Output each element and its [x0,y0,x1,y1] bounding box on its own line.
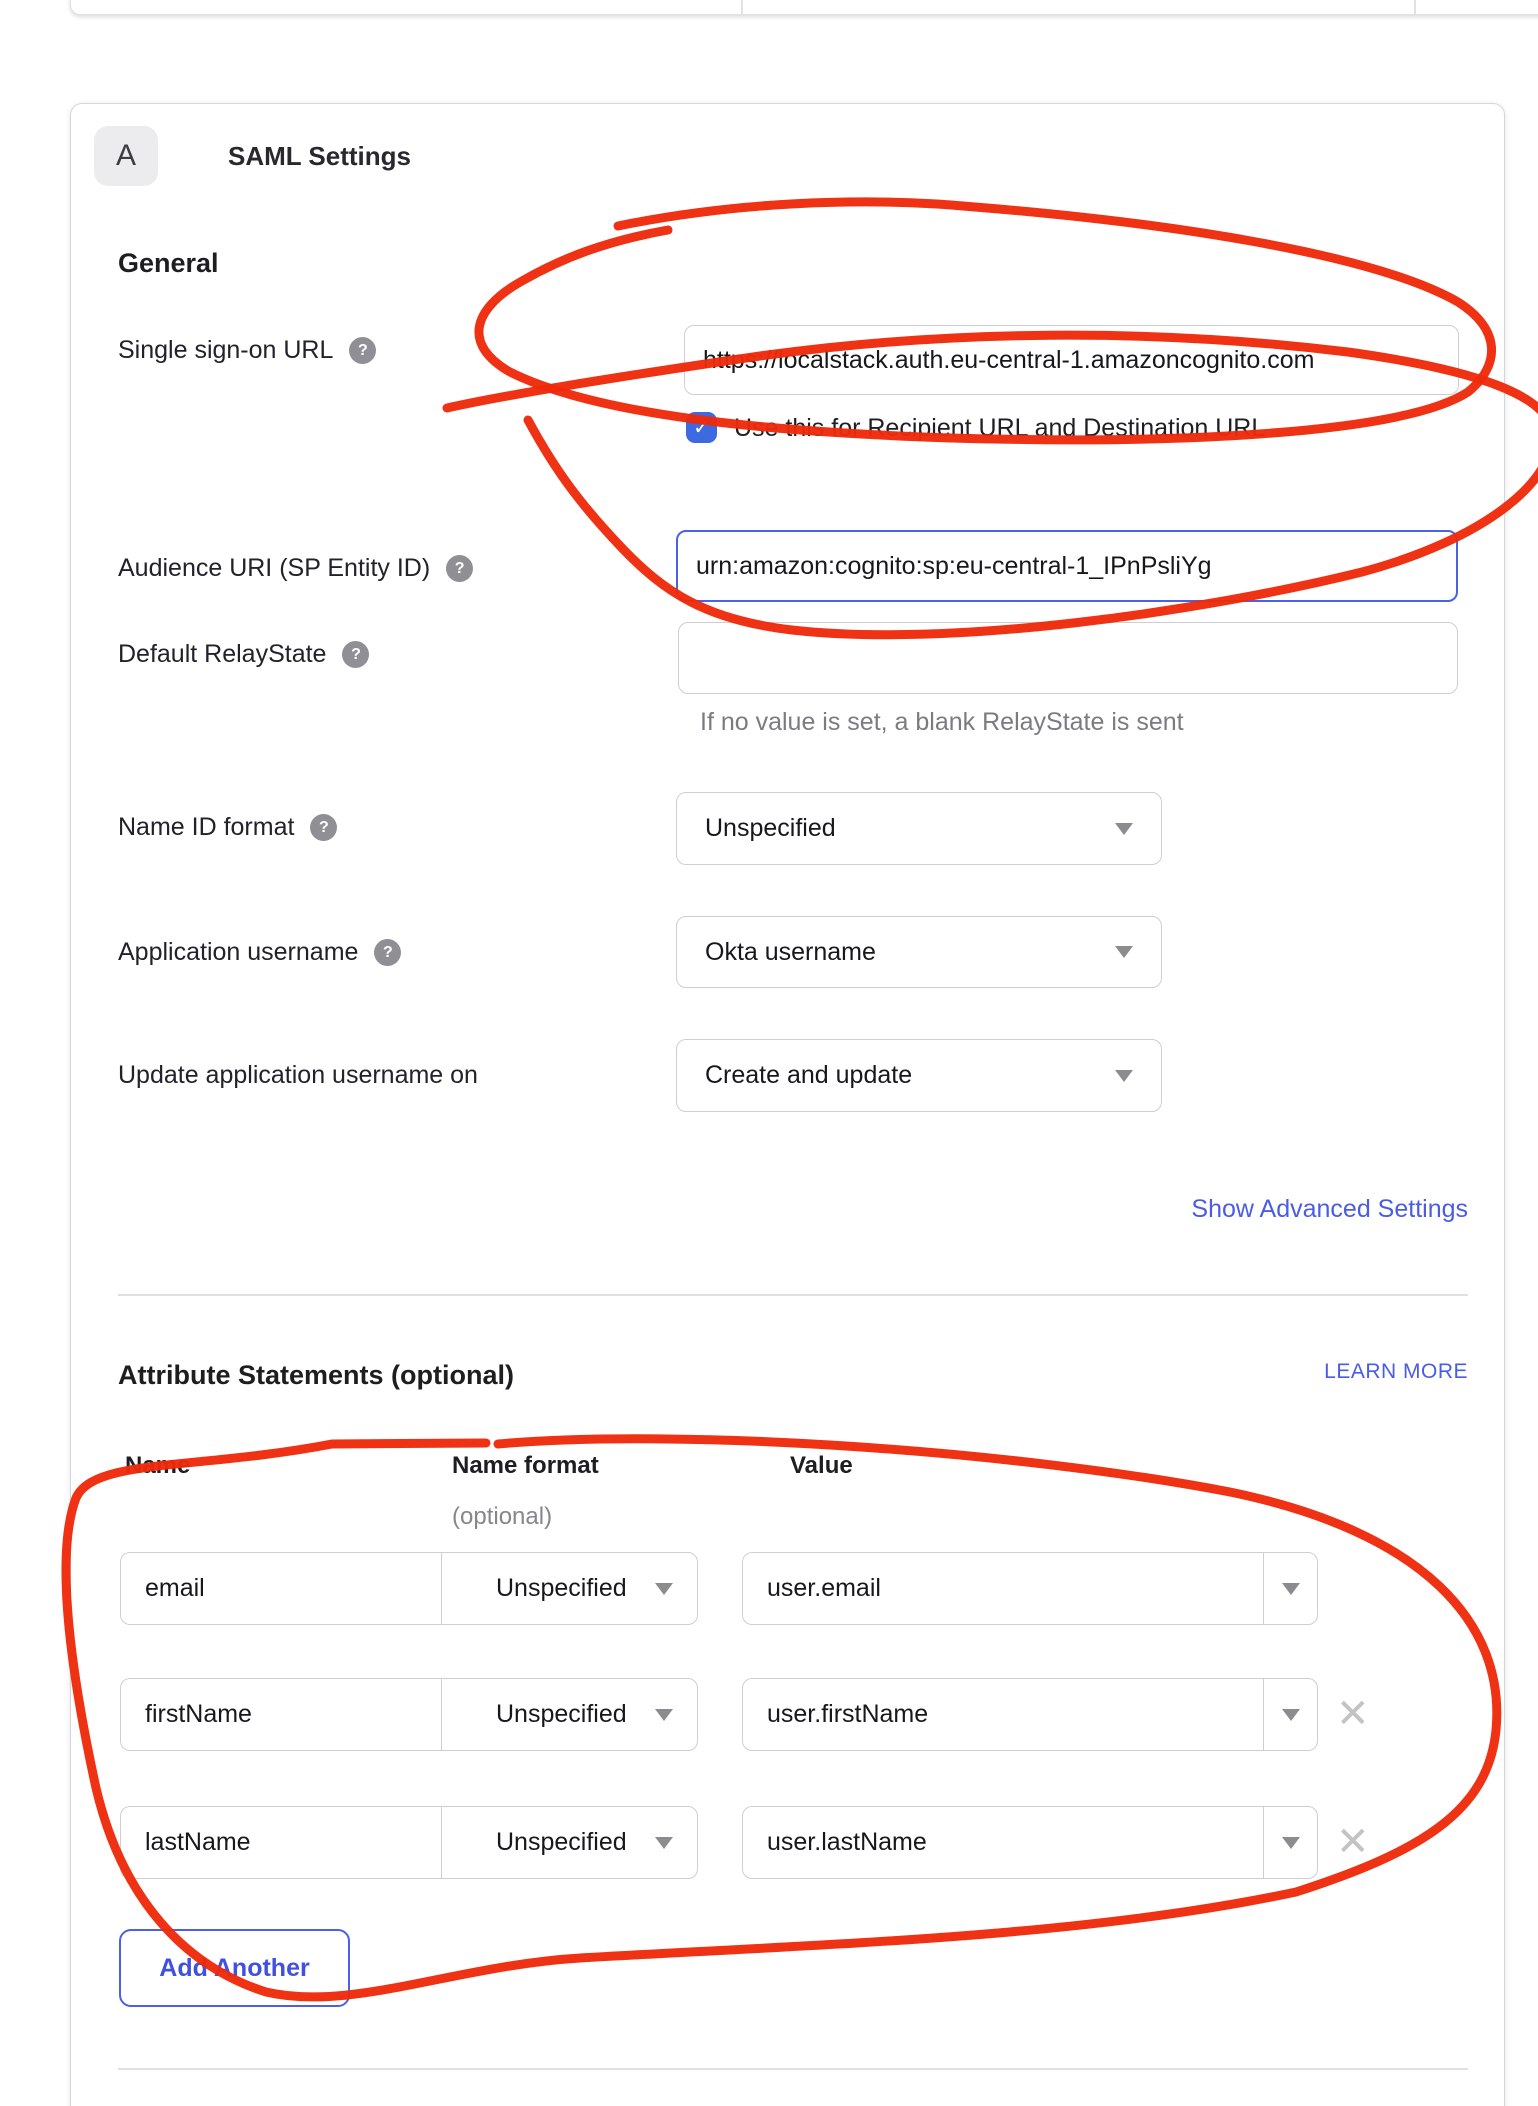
chevron-down-icon [1115,1070,1133,1082]
update-username-value: Create and update [705,1061,913,1089]
general-heading: General [118,248,219,278]
checkmark-icon: ✓ [693,417,710,439]
section-divider [118,2068,1468,2070]
attribute-value-dropdown-button[interactable] [1263,1806,1318,1879]
recipient-url-checkbox[interactable] [686,412,717,443]
recipient-url-checkbox-label: Use this for Recipient URL and Destination URL [734,414,1266,442]
attribute-format-select[interactable] [441,1552,698,1625]
section-divider [118,1294,1468,1296]
attribute-value-input[interactable] [742,1678,1263,1751]
audience-uri-input[interactable] [676,530,1458,602]
remove-attribute-icon[interactable]: ✕ [1336,1692,1370,1736]
column-header-value: Value [790,1452,853,1479]
attribute-name-value: firstName [145,1700,252,1728]
name-id-format-label: Name ID format [118,813,295,841]
audience-uri-label: Audience URI (SP Entity ID) [118,554,431,582]
update-username-label: Update application username on [118,1061,478,1089]
page-title: SAML Settings [228,141,411,171]
sso-url-value: https://localstack.auth.eu-central-1.amazoncognito.com [703,345,1315,374]
help-icon[interactable]: ? [349,337,376,364]
add-another-button[interactable]: Add Another [119,1929,350,2007]
attribute-name-input[interactable] [120,1678,441,1751]
app-username-label: Application username [118,938,359,966]
attribute-format-select[interactable] [441,1678,698,1751]
chevron-down-icon [655,1583,673,1595]
app-username-select[interactable] [676,916,1162,988]
attribute-name-value: lastName [145,1828,251,1856]
chevron-down-icon [1282,1837,1300,1849]
remove-attribute-icon[interactable]: ✕ [1336,1820,1370,1864]
column-header-format-note: (optional) [452,1503,553,1530]
chevron-down-icon [1115,946,1133,958]
sso-url-label: Single sign-on URL [118,336,334,364]
panel-column-divider [1414,0,1416,14]
chevron-down-icon [655,1709,673,1721]
attribute-value-text: user.email [767,1574,881,1602]
show-advanced-settings-link[interactable]: Show Advanced Settings [1191,1195,1468,1223]
relaystate-input[interactable] [678,622,1458,694]
attribute-value-text: user.firstName [767,1700,929,1728]
attribute-format-value: Unspecified [496,1828,627,1856]
previous-panel-bottom [70,0,1538,15]
attribute-value-dropdown-button[interactable] [1263,1552,1318,1625]
attribute-value-text: user.lastName [767,1828,927,1856]
chevron-down-icon [1282,1709,1300,1721]
name-id-format-select[interactable] [676,792,1162,865]
app-username-value: Okta username [705,937,876,966]
attribute-name-input[interactable] [120,1806,441,1879]
column-header-format: Name format [452,1452,599,1479]
attribute-format-value: Unspecified [496,1574,627,1602]
column-header-name: Name [125,1452,191,1479]
sso-url-input[interactable] [684,325,1459,395]
audience-uri-value: urn:amazon:cognito:sp:eu-central-1_IPnPsliYg [696,551,1212,580]
attribute-format-value: Unspecified [496,1700,627,1728]
help-icon[interactable]: ? [310,814,337,841]
attribute-format-select[interactable] [441,1806,698,1879]
chevron-down-icon [655,1837,673,1849]
attribute-statements-heading: Attribute Statements (optional) [118,1360,514,1390]
attribute-value-input[interactable] [742,1806,1263,1879]
attribute-name-value: email [145,1574,205,1602]
help-icon[interactable]: ? [342,641,369,668]
relaystate-label: Default RelayState [118,640,327,668]
attribute-value-input[interactable] [742,1552,1263,1625]
help-icon[interactable]: ? [374,939,401,966]
chevron-down-icon [1115,823,1133,835]
step-a-badge: A [94,126,158,186]
chevron-down-icon [1282,1583,1300,1595]
update-username-select[interactable] [676,1039,1162,1112]
learn-more-link[interactable]: LEARN MORE [1324,1360,1468,1383]
name-id-format-value: Unspecified [705,814,836,842]
help-icon[interactable]: ? [446,555,473,582]
panel-column-divider [741,0,743,14]
relaystate-helper-text: If no value is set, a blank RelayState is sent [700,708,1184,736]
attribute-name-input[interactable] [120,1552,441,1625]
attribute-value-dropdown-button[interactable] [1263,1678,1318,1751]
